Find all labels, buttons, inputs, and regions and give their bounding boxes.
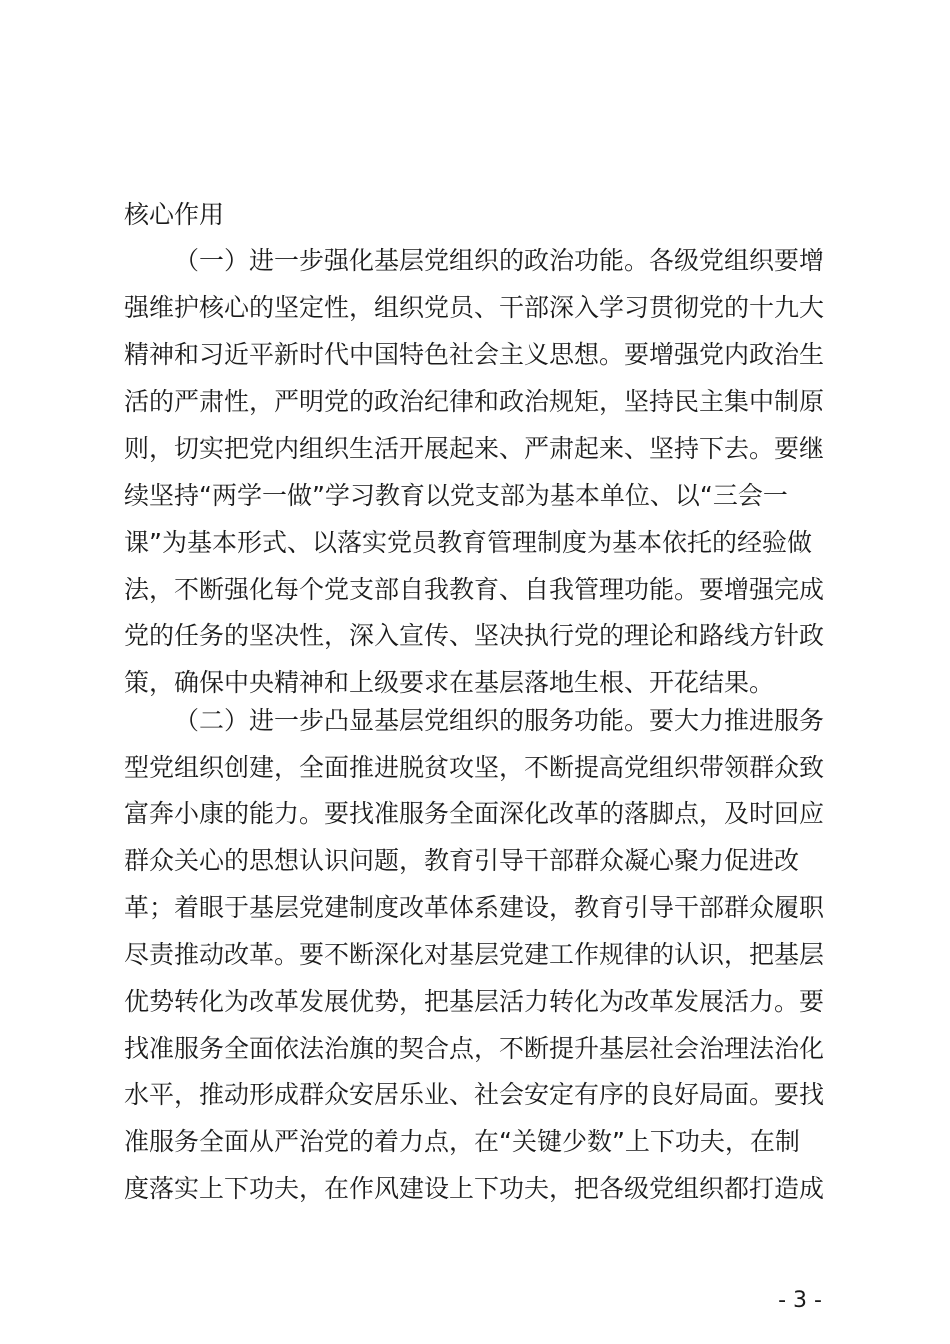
text-line-11: 策，确保中央精神和上级要求在基层落地生根、开花结果。 xyxy=(124,668,775,697)
text-line-2: （一）进一步强化基层党组织的政治功能。各级党组织要增 xyxy=(174,246,825,275)
text-line-6: 则，切实把党内组织生活开展起来、严肃起来、坚持下去。要继 xyxy=(124,434,825,463)
text-line-14: 富奔小康的能力。要找准服务全面深化改革的落脚点，及时回应 xyxy=(124,799,825,828)
text-line-18: 优势转化为改革发展优势，把基层活力转化为改革发展活力。要 xyxy=(124,987,825,1016)
text-line-17: 尽责推动改革。要不断深化对基层党建工作规律的认识，把基层 xyxy=(124,940,825,969)
text-line-20: 水平，推动形成群众安居乐业、社会安定有序的良好局面。要找 xyxy=(124,1080,825,1109)
text-line-15: 群众关心的思想认识问题，教育引导干部群众凝心聚力促进改 xyxy=(124,846,800,875)
text-line-22: 度落实上下功夫，在作风建设上下功夫，把各级党组织都打造成 xyxy=(124,1174,825,1203)
text-line-19: 找准服务全面依法治旗的契合点，不断提升基层社会治理法治化 xyxy=(124,1034,825,1063)
text-line-5: 活的严肃性，严明党的政治纪律和政治规矩，坚持民主集中制原 xyxy=(124,387,825,416)
text-line-4: 精神和习近平新时代中国特色社会主义思想。要增强党内政治生 xyxy=(124,340,825,369)
text-line-10: 党的任务的坚决性，深入宣传、坚决执行党的理论和路线方针政 xyxy=(124,621,825,650)
text-line-8: 课”为基本形式、以落实党员教育管理制度为基本依托的经验做 xyxy=(124,528,812,557)
page-number: - 3 - xyxy=(778,1288,822,1313)
text-line-16: 革；着眼于基层党建制度改革体系建设，教育引导干部群众履职 xyxy=(124,893,825,922)
text-line-9: 法，不断强化每个党支部自我教育、自我管理功能。要增强完成 xyxy=(124,575,825,604)
text-line-3: 强维护核心的坚定性，组织党员、干部深入学习贯彻党的十九大 xyxy=(124,293,825,322)
text-line-21: 准服务全面从严治党的着力点，在“关键少数”上下功夫，在制 xyxy=(124,1127,800,1156)
text-line-7: 续坚持“两学一做”学习教育以党支部为基本单位、以“三会一 xyxy=(124,481,788,510)
text-line-12: （二）进一步凸显基层党组织的服务功能。要大力推进服务 xyxy=(174,706,825,735)
text-line-1: 核心作用 xyxy=(124,200,225,229)
text-line-13: 型党组织创建，全面推进脱贫攻坚，不断提高党组织带领群众致 xyxy=(124,753,825,782)
